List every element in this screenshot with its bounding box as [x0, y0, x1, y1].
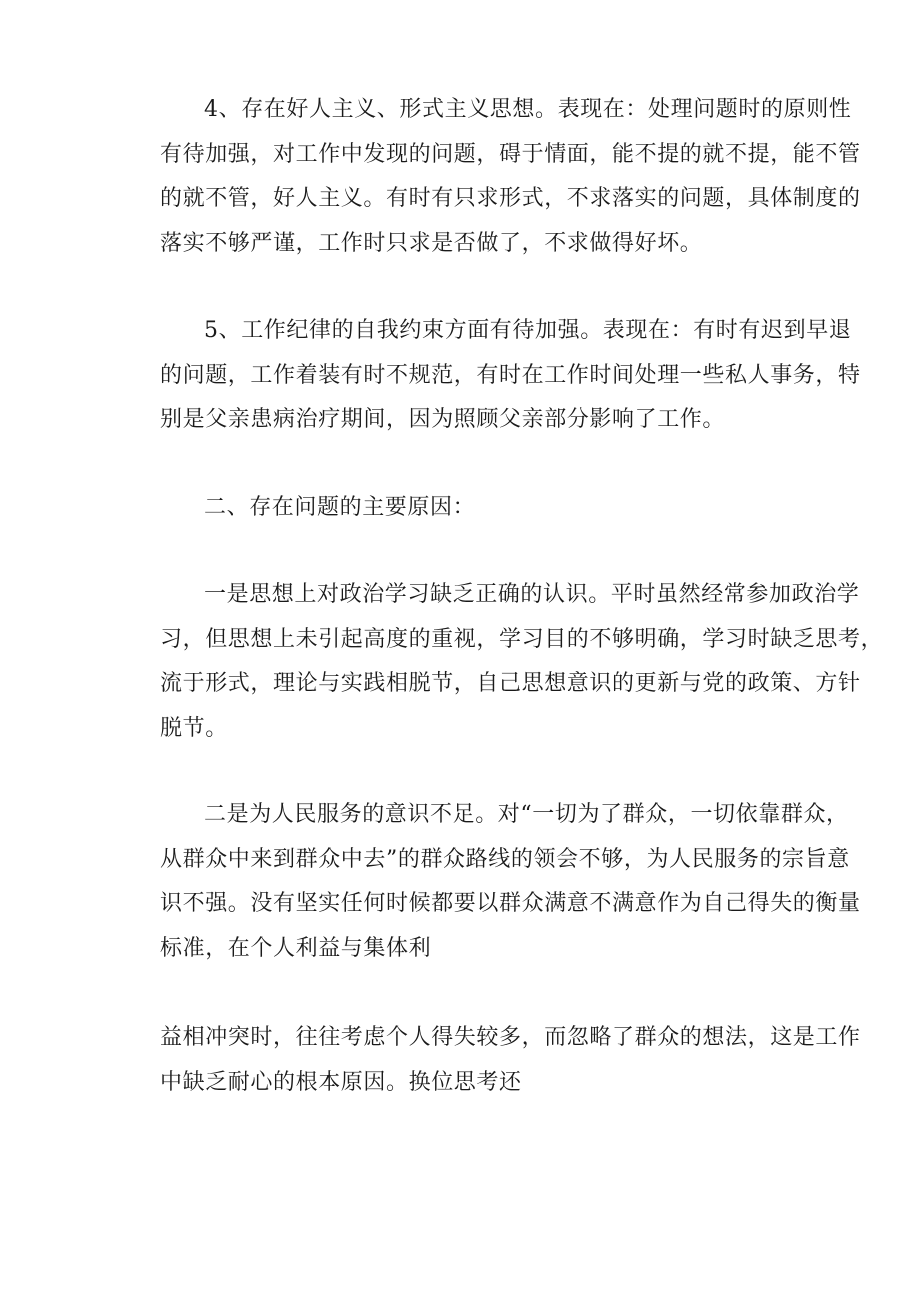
section-heading-causes — [160, 486, 816, 531]
text-line: 有待加强，对工作中发现的问题，碍于情面，能不提的就不提，能不管 — [160, 141, 861, 167]
text-line: 一是思想上对政治学习缺乏正确的认识。平时虽然经常参加政治学 — [204, 582, 860, 607]
text-line: 从群众中来到群众中去”的群众路线的领会不够，为人民服务的宗旨意 — [160, 846, 850, 872]
paragraph-item-4 — [160, 88, 861, 266]
paragraph-reason-2-continued — [160, 1016, 861, 1105]
text-line: 流于形式，理论与实践相脱节，自己思想意识的更新与党的政策、方针 — [160, 671, 861, 696]
text-line: 5、工作纪律的自我约束方面有待加强。表现在：有时有迟到早退 — [204, 318, 852, 343]
text-line: 二是为人民服务的意识不足。对“一切为了群众，一切依靠群众， — [204, 802, 849, 827]
paragraph-reason-2 — [160, 793, 861, 971]
text-line: 益相冲突时，往往考虑个人得失较多，而忽略了群众的想法，这是工作 — [160, 1025, 861, 1050]
text-line: 习，但思想上未引起高度的重视，学习目的不够明确，学习时缺乏思考， — [160, 626, 884, 652]
text-line: 落实不够严谨，工作时只求是否做了，不求做得好坏。 — [160, 230, 703, 256]
paragraph-reason-1 — [160, 573, 884, 751]
text-line: 标准，在个人利益与集体利 — [160, 935, 432, 961]
text-line: 的问题，工作着装有时不规范，有时在工作时间处理一些私人事务，特 — [160, 362, 861, 388]
text-line: 4、存在好人主义、形式主义思想。表现在：处理问题时的原则性 — [204, 97, 852, 122]
text-line: 脱节。 — [160, 715, 228, 741]
text-line: 识不强。没有坚实任何时候都要以群众满意不满意作为自己得失的衡量 — [160, 891, 861, 916]
text-line: 的就不管，好人主义。有时有只求形式，不求落实的问题，具体制度的 — [160, 186, 861, 211]
text-line: 别是父亲患病治疗期间，因为照顾父亲部分影响了工作。 — [160, 407, 726, 432]
paragraph-item-5 — [160, 309, 861, 443]
text-line: 中缺乏耐心的根本原因。换位思考还 — [160, 1069, 522, 1095]
text-line: 二、存在问题的主要原因： — [204, 495, 476, 520]
